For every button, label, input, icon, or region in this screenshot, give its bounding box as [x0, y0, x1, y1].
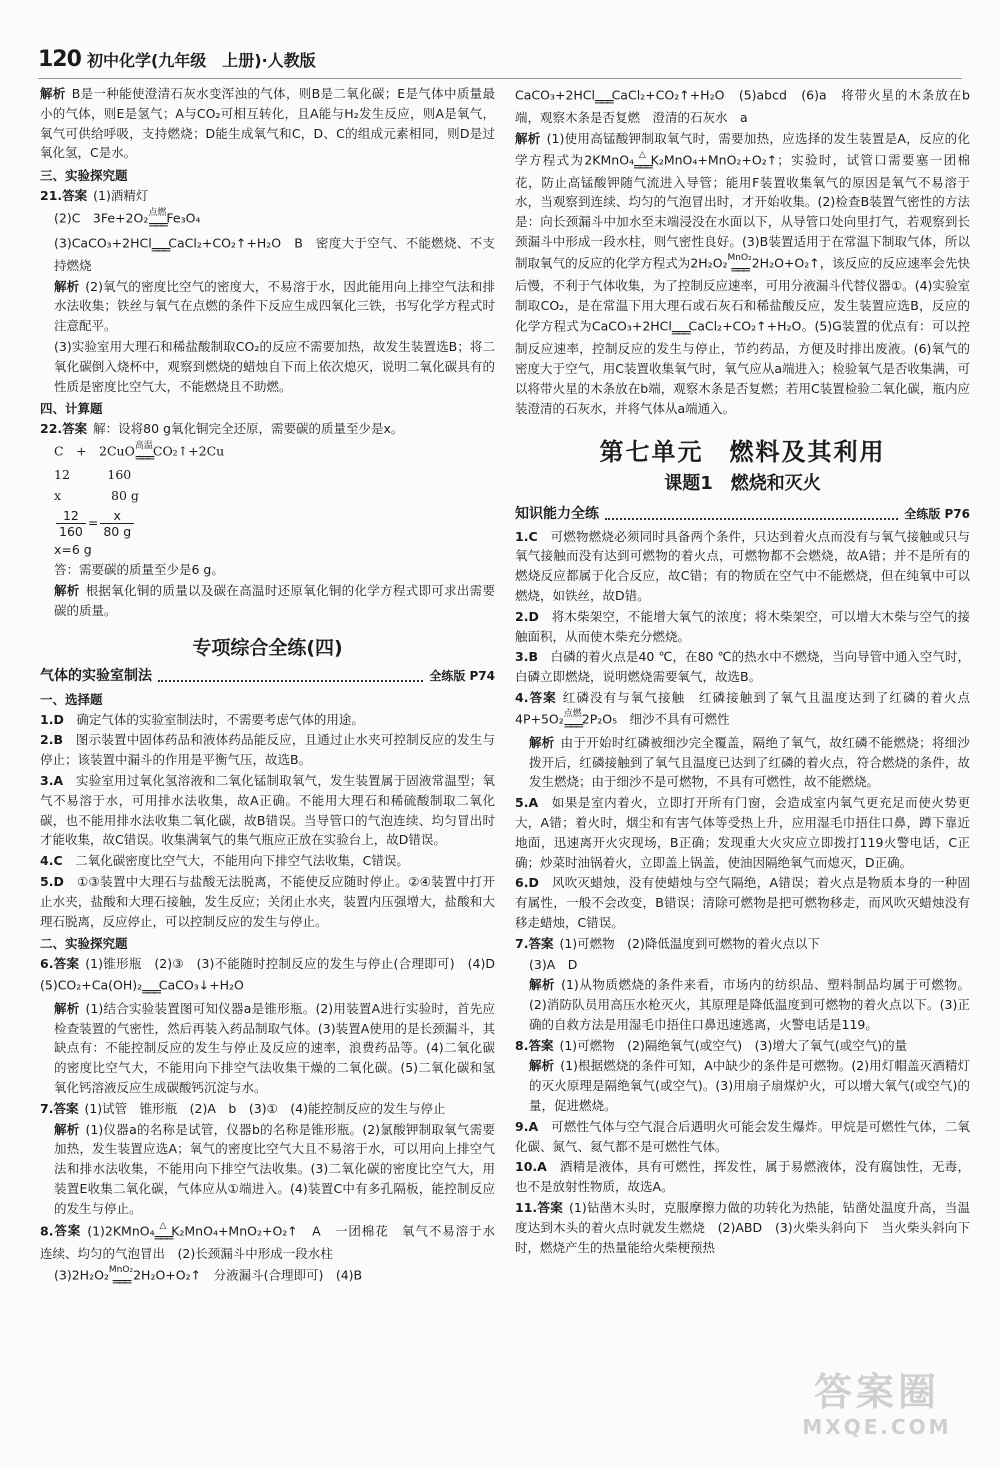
q21-eq2: (3)CaCO₃+2HCl ═══ CaCl₂+CO₂↑+H₂O B 密度大于空气、不能燃烧、不支持燃烧	[54, 235, 495, 273]
answer-explanation: 解析 B是一种能使澄清石灰水变浑浊的气体，则B是二氧化碳；E是气体中质量最小的气体，则E是氢气；A与CO₂可相互转化，且A能与H₂发生反应，则A是氧气，氧气可供给呼吸，支持燃烧；D能生成氧气和C，D、C的组成元素相同，则D是过氧化氢，C是水。	[40, 86, 495, 161]
page-number: 120	[38, 46, 81, 72]
q1: 1.D 确定气体的实验室制法时，不需要考虑气体的用途。	[40, 711, 364, 727]
k7-line: (3)A D	[529, 956, 578, 972]
q8-answer: 8.答案 (1)2KMnO₄ △ ═══ K₂MnO₄+MnO₂+O₂↑ A 一团棉花 氧气不易溶于水 连续、均匀的气泡冒出 (2)长颈漏斗中形成一段水柱	[40, 1220, 508, 1261]
k7-answer: 7.答案 (1)可燃物 (2)降低温度到可燃物的着火点以下	[515, 935, 820, 951]
header-rule	[38, 78, 962, 79]
q22-ratio: $\frac{12}{160}$ = $\frac{x}{80 g}$	[40, 507, 495, 539]
q5: 5.D ①③装置中大理石与盐酸无法脱离，不能使反应随时停止。②④装置中打开止水夹，盐酸和大理石接触，发生反应；关闭止水夹，装置内压强增大，盐酸和大理石脱离，反应停止，可以控制反应的发生与停止。	[40, 873, 495, 929]
section-heading: 四、计算题	[40, 401, 103, 417]
k9: 9.A 可燃性气体与空气混合后遇明火可能会发生爆炸。甲烷是可燃性气体，二氧化碳、氮气、氦气都不是可燃性气体。	[515, 1118, 970, 1154]
k7-exp: 解析 (1)从物质燃烧的条件来看，市场内的纺织品、塑料制品均属于可燃物。(2)消防队员用高压水枪灭火，其原理是降低温度到可燃物的着火点以下。(3)正确的自救方法是用湿毛巾捂住口鼻迅速逃离，火警电话是119。	[529, 977, 970, 1032]
q22-exp: 解析 根据氧化铜的质量以及碳在高温时还原氧化铜的化学方程式即可求出需要碳的质量。	[54, 583, 495, 618]
q6-answer: 6.答案 (1)锥形瓶 (2)③ (3)不能随时控制反应的发生与停止(合理即可) (4)D (5)CO₂+Ca(OH)₂ ═══ CaCO₃↓+H₂O	[40, 956, 508, 999]
k2: 2.D 将木柴架空，不能增大氧气的浓度；将木柴架空，可以增大木柴与空气的接触面积，从而使木柴充分燃烧。	[515, 608, 970, 644]
k8-exp: 解析 (1)根据燃烧的条件可知，A中缺少的条件是可燃物。(2)用灯帽盖灭酒精灯的灭火原理是隔绝氧气(或空气)。(3)用扇子扇煤炉火，可以增大氧气(或空气)的量，促进燃烧。	[529, 1058, 970, 1114]
q8-line: (3)2H₂O₂ MnO₂ ═══ 2H₂O+O₂↑ 分液漏斗(合理即可) (4)B	[54, 1265, 363, 1290]
sub-section-bar: 气体的实验室制法 全练版 P74	[40, 667, 495, 684]
q4: 4.C 二氧化碳密度比空气大，不能用向下排空气法收集，C错误。	[40, 853, 409, 869]
q21-exp1: 解析 (2)氧气的密度比空气的密度大，不易溶于水，因此能用向上排空气法和排水法收集；铁丝与氧气在点燃的条件下反应生成四氧化三铁，书写化学方程式时注意配平。	[54, 278, 495, 334]
k10: 10.A 酒精是液体，具有可燃性，挥发性，属于易燃液体，没有腐蚀性，无毒，也不是放射性物质，故选A。	[515, 1159, 970, 1195]
q3: 3.A 实验室用过氧化氢溶液和二氧化锰制取氧气，发生装置属于固液常温型；氧气不易溶于水，可用排水法收集，故A正确。不能用大理石和稀硫酸制取二氧化碳，也不能用排水法收集二氧化碳，故B错误。当导管口的气泡连续、均匀冒出时才能收集，故C错误。收集满氧气的集气瓶应正放在实验台上，故D错误。	[40, 772, 495, 848]
q8-exp: 解析 (1)使用高锰酸钾制取氧气时，需要加热，应选择的发生装置是A，反应的化学方程式为2KMnO₄ △ ═══ K₂MnO₄+MnO₂+O₂↑；实验时，试管口需要塞一团棉花，防止高锰酸钾随气流进入导管；能用F装置收集氧气的原因是氧气不易溶于水，当观察到连续、均匀的气泡冒出时，才开始收集。(2)检查B装置气密性的方法是：向长颈漏斗中加水至末端浸没在水面以下，从导管口处向里打气，若观察到长颈漏斗中形成一段水柱，则气密性良好。(3)B装置适用于在常温下制取气体，所以制取氧气的反应的化学方程式为2H₂O₂ MnO₂ ═══ 2H₂O+O₂↑，该反应的反应速率会先快后慢，不利于气体收集，为了控制反应速率，可用分液漏斗代替仪器①。(4)实验室制取CO₂，是在常温下用大理石或石灰石和稀盐酸反应，发生装置应选B，反应的化学方程式为CaCO₃+2HCl ═══ CaCl₂+CO₂↑+H₂O。(5)G装置的优点有：可以控制反应速率，控制反应的发生与停止，节约药品，方便及时排出废液。(6)氧气的密度大于空气，用C装置收集氧气时，氧气应从a端进入；检验氧气是否收集满，可以将带火星的木条放在b端，观察木条是否复燃；若用C装置检验二氧化碳，瓶内应装澄清的石灰水，并将气体从a端通入。	[515, 130, 970, 416]
section-heading: 三、实验探究题	[40, 168, 128, 184]
lesson-title: 课题1 燃烧和灭火	[664, 472, 821, 494]
page-header	[38, 44, 316, 74]
q21-exp2: (3)实验室用大理石和稀盐酸制取CO₂的反应不需要加热，故发生装置选B；将二氧化碳倒入烧杯中，观察到燃烧的蜡烛自下而上依次熄灭，说明二氧化碳具有的性质是密度比空气大，不能燃烧且不助燃。	[54, 338, 495, 394]
unit-title: 第七单元 燃料及其利用	[599, 437, 886, 466]
k11-answer: 11.答案 (1)钻凿木头时，克服摩擦力做的功转化为热能，钻凿处温度升高，当温度达到木头的着火点时就发生燃烧 (2)ABD (3)火柴头斜向下 当火柴头斜向下时，燃烧产生的热量能给火柴梗预热	[515, 1200, 970, 1255]
q6-exp: 解析 (1)结合实验装置图可知仪器a是锥形瓶。(2)用装置A进行实验时，首先应检查装置的气密性，然后再装入药品制取气体。(3)装置A使用的是长颈漏斗，其缺点有：不能控制反应的发生与停止及反应的速率，浪费药品等。(4)二氧化碳的密度比空气大，不能用向下排空气法收集干燥的二氧化碳。(5)二氧化碳和氢氧化钙溶液反应生成碳酸钙沉淀与水。	[54, 1000, 495, 1096]
q22-row: 12 160	[54, 466, 132, 482]
site-watermark: 答案圈 MXQE.COM	[802, 1370, 952, 1439]
q2: 2.B 图示装置中固体药品和液体药品能反应，且通过止水夹可控制反应的发生与停止；该装置中漏斗的作用是平衡气压，故选B。	[40, 732, 495, 768]
section-heading: 二、实验探究题	[40, 936, 128, 952]
k1: 1.C 可燃物燃烧必须同时具备两个条件，只达到着火点而没有与氧气接触或只与氧气接触而没有达到可燃物的着火点，可燃物都不会燃烧，故A错；并不是所有的燃烧反应都属于化合反应，故C错；有的物质在空气中不能燃烧，但在纯氧中可以燃烧，如铁丝，故D错。	[515, 528, 970, 603]
k4-answer: 4.答案 红磷没有与氧气接触 红磷接触到了氧气且温度达到了红磷的着火点 4P+5O₂ 点燃 ═══ 2P₂O₅ 细沙不具有可燃性	[515, 689, 983, 733]
sub-section-bar: 知识能力全练 全练版 P76	[515, 505, 970, 522]
left-column	[40, 84, 508, 1290]
q21-eq1: (2)C 3Fe+2O₂ 点燃 ═══ Fe₃O₄	[54, 207, 201, 232]
special-practice-title: 专项综合全练(四)	[192, 636, 343, 659]
q7-answer: 7.答案 (1)试管 锥形瓶 (2)A b (3)① (4)能控制反应的发生与停止	[40, 1100, 446, 1116]
q22-answer: 22.答案 解：设将80 g氧化铜完全还原，需要碳的质量至少是x。	[40, 421, 404, 437]
k4-exp: 解析 由于开始时红磷被细沙完全覆盖，隔绝了氧气，故红磷不能燃烧；将细沙拨开后，红磷接触到了氧气且温度已达到了红磷的着火点，符合燃烧的条件，故发生燃烧；由于细沙不是可燃物，不具有可燃性，故不能燃烧。	[529, 734, 970, 790]
k8-answer: 8.答案 (1)可燃物 (2)隔绝氧气(或空气) (3)增大了氧气(或空气)的量	[515, 1037, 908, 1053]
k3: 3.B 白磷的着火点是40 ℃，在80 ℃的热水中不燃烧，当向导管中通入空气时，白磷立即燃烧，说明燃烧需要氧气，故选B。	[515, 649, 970, 685]
q7-exp: 解析 (1)仪器a的名称是试管，仪器b的名称是锥形瓶。(2)氯酸钾制取氧气需要加热，发生装置应选A；氧气的密度比空气大且不易溶于水，可以用向上排空气法和排水法收集，不能用向下排空气法收集。(3)二氧化碳的密度比空气大，用装置E收集二氧化碳，气体应从①端进入。(4)装置C中有多孔隔板，能控制反应的发生与停止。	[54, 1121, 495, 1216]
section-heading: 一、选择题	[40, 691, 103, 707]
q22-row: 答：需要碳的质量至少是6 g。	[54, 562, 224, 578]
q8-continued: CaCO₃+2HCl ═══ CaCl₂+CO₂↑+H₂O (5)abcd (6)a 将带火星的木条放在b端，观察木条是否复燃 澄清的石灰水 a	[515, 87, 970, 125]
q22-row: x=6 g	[54, 541, 92, 557]
k5: 5.A 如果是室内着火，立即打开所有门窗，会造成室内氧气更充足而使火势更大，A错；着火时，烟尘和有害气体等受热上升，应用湿毛巾捂住口鼻，蹲下靠近地面，迅速离开火灾现场，B正确；发现重大火灾应立即拨打119火警电话，C正确；炒菜时油锅着火，立即盖上锅盖，使油因隔绝氧气而熄灭，D正确。	[515, 795, 970, 870]
k6: 6.D 风吹灭蜡烛，没有使蜡烛与空气隔绝，A错误；着火点是物质本身的一种固有属性，一般不会改变，B错误；清除可燃物是把可燃物移走，而风吹灭蜡烛没有移走蜡烛，C错误。	[515, 875, 970, 930]
q22-equation: C + 2CuO 高温 ═══ CO₂↑+2Cu	[54, 440, 225, 465]
q21-answer: 21.答案 (1)酒精灯	[40, 187, 149, 203]
q22-row: x 80 g	[54, 487, 139, 503]
right-column	[515, 84, 983, 1258]
book-title: 初中化学(九年级 上册)·人教版	[86, 50, 316, 70]
